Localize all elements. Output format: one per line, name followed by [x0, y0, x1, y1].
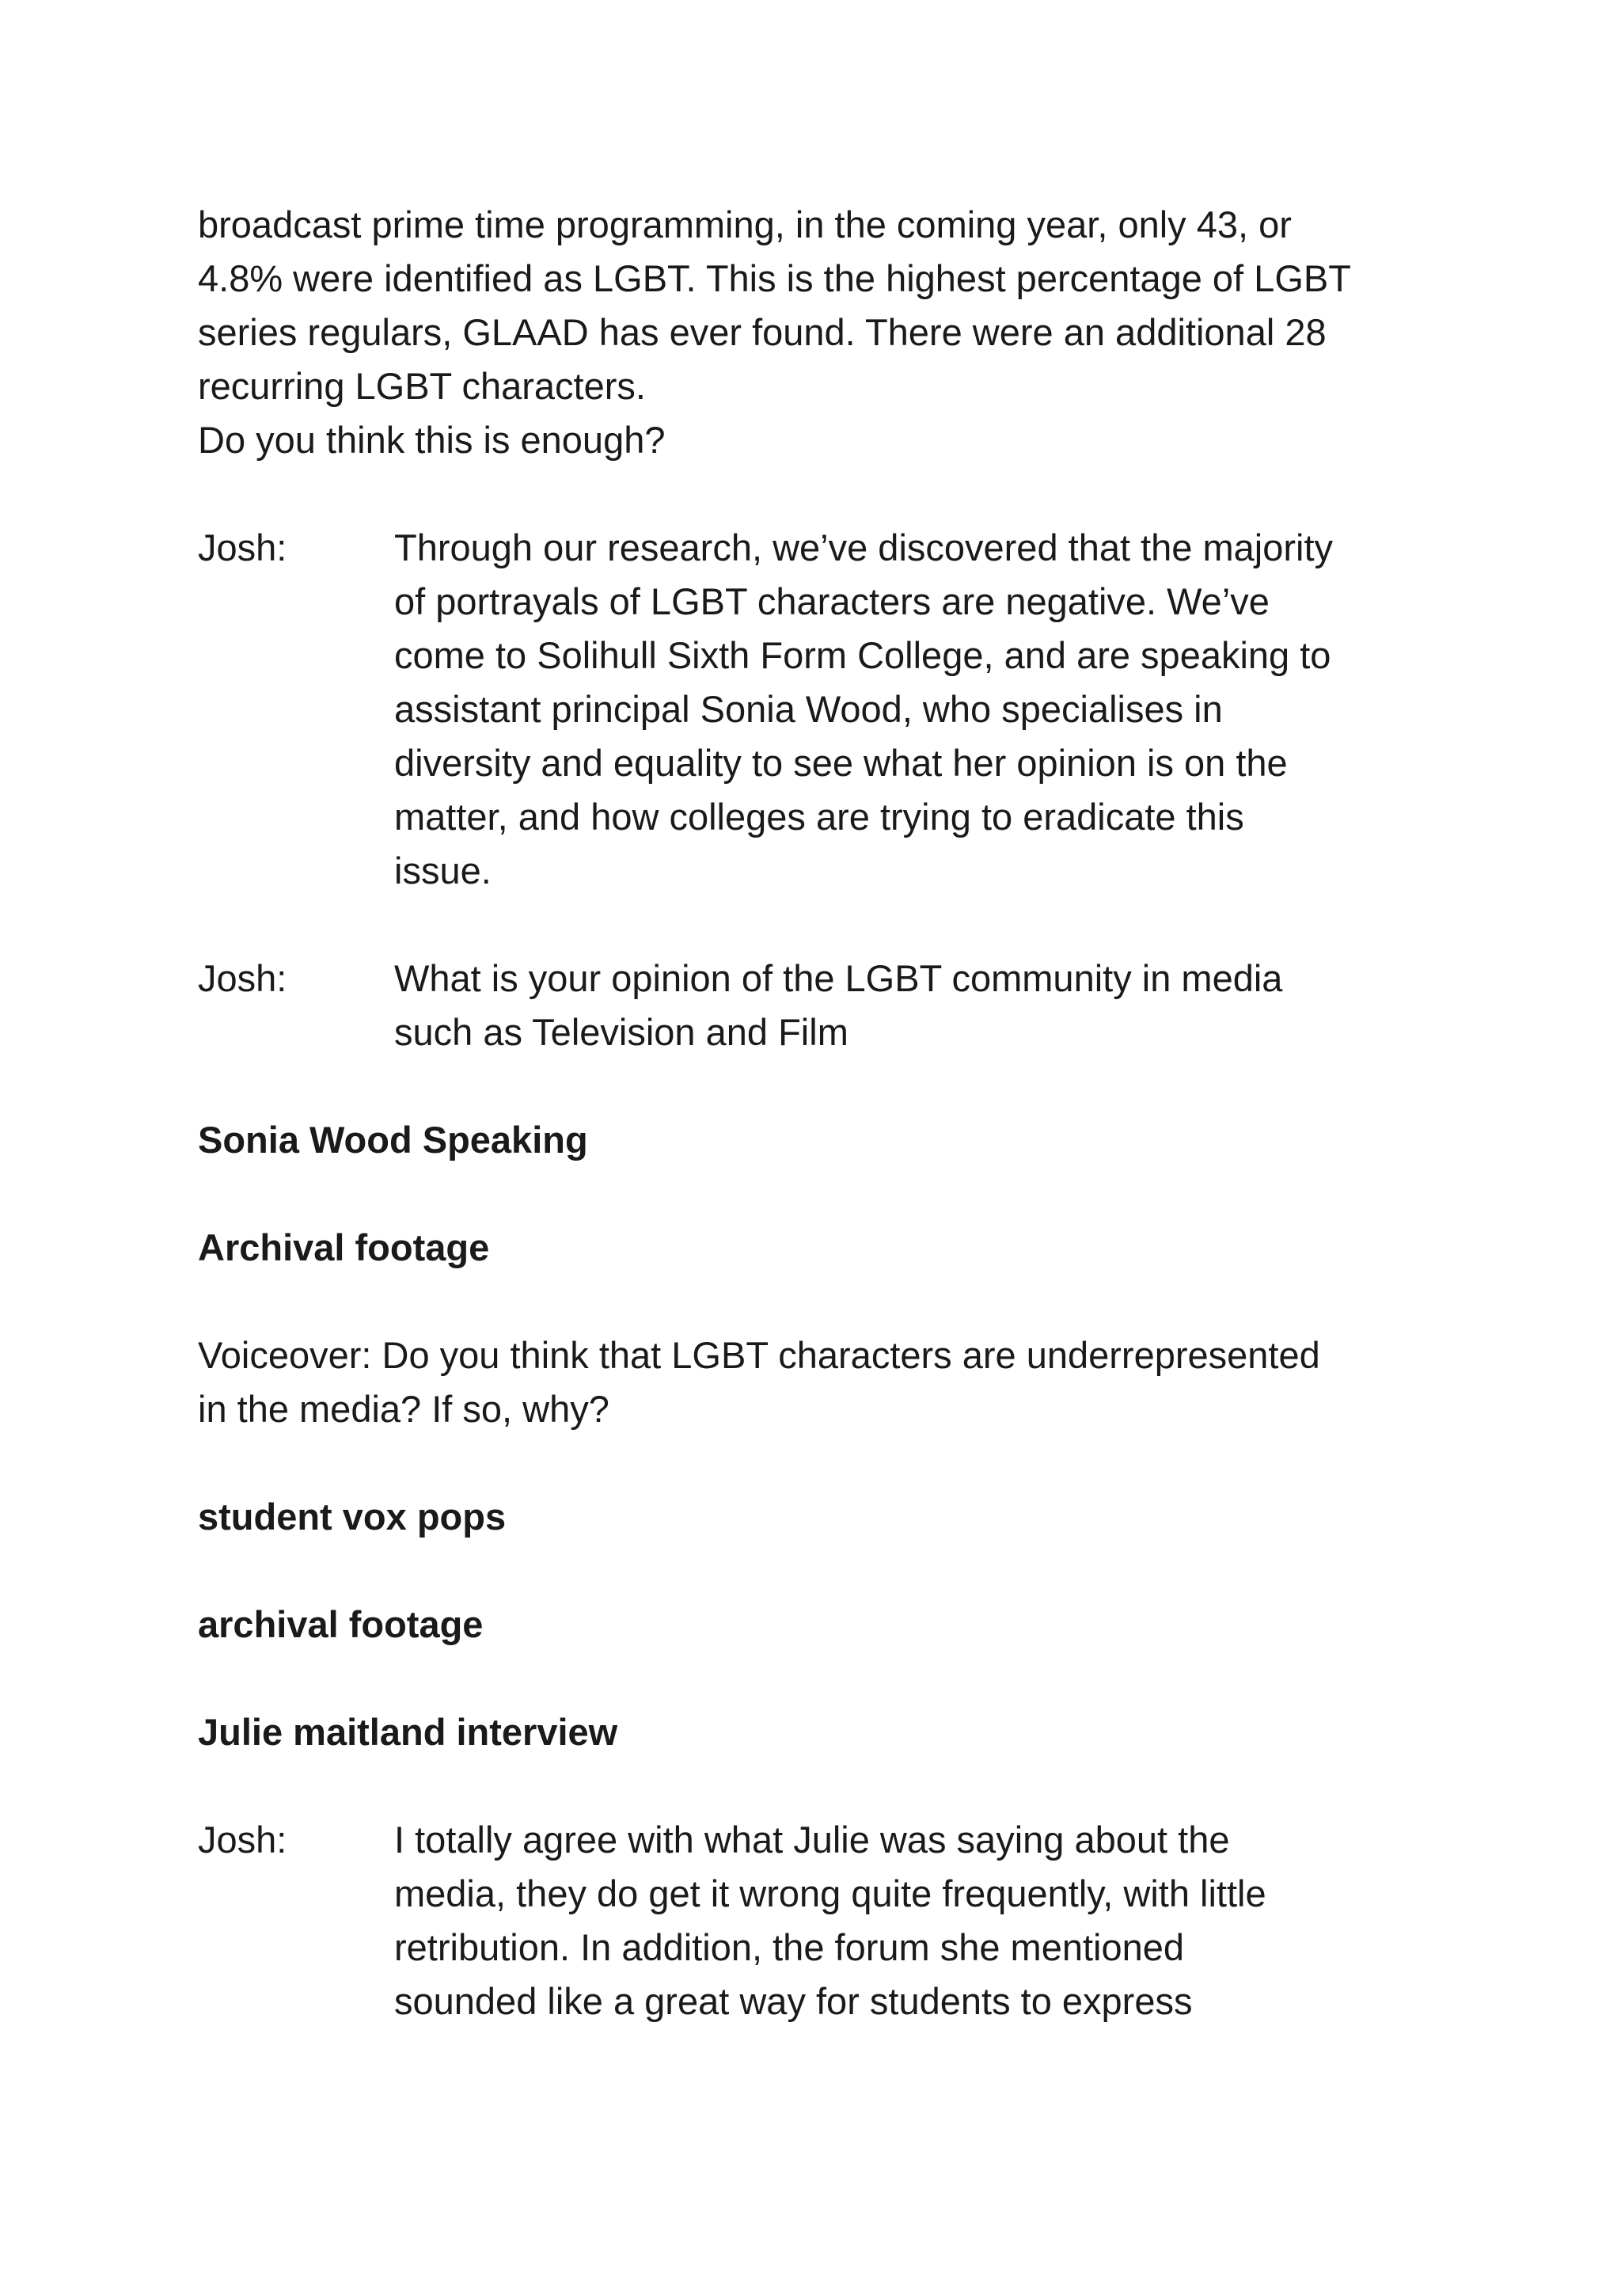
intro-line: recurring LGBT characters.	[198, 365, 646, 407]
speech-text	[394, 521, 1417, 898]
speech-text	[394, 952, 1417, 1059]
voiceover-line: in the media? If so, why?	[198, 1388, 609, 1430]
script-body	[198, 198, 1417, 2028]
speech-text	[394, 1813, 1417, 2028]
spacer	[198, 898, 1417, 952]
speech-line: I totally agree with what Julie was saying about the	[394, 1819, 1230, 1861]
spacer	[198, 1544, 1417, 1598]
speech-line: retribution. In addition, the forum she mentioned	[394, 1926, 1185, 1968]
speech-line: of portrayals of LGBT characters are negative. We’ve	[394, 580, 1270, 622]
speaker-label: Josh:	[198, 526, 287, 568]
intro-line: broadcast prime time programming, in the coming year, only 43, or	[198, 203, 1292, 245]
speech-line: assistant principal Sonia Wood, who specialises in	[394, 688, 1223, 730]
dialogue-block	[198, 952, 1417, 1059]
intro-line: series regulars, GLAAD has ever found. There were an additional 28	[198, 311, 1327, 353]
speech-line: diversity and equality to see what her opinion is on the	[394, 742, 1288, 784]
speech-line: come to Solihull Sixth Form College, and are speaking to	[394, 634, 1331, 676]
spacer	[198, 1759, 1417, 1813]
speaker-label: Josh:	[198, 957, 287, 999]
intro-paragraph	[198, 198, 1417, 467]
speech-line: issue.	[394, 850, 492, 891]
cue-heading-archival: Archival footage	[198, 1226, 490, 1268]
speech-line: sounded like a great way for students to express	[394, 1980, 1193, 2022]
dialogue-block	[198, 1813, 1417, 2028]
cue-heading-archival: archival footage	[198, 1603, 484, 1645]
cue-heading-julie: Julie maitland interview	[198, 1711, 618, 1753]
intro-question: Do you think this is enough?	[198, 419, 666, 461]
cue-heading-vox-pops: student vox pops	[198, 1496, 507, 1538]
speech-line: such as Television and Film	[394, 1011, 848, 1053]
spacer	[198, 467, 1417, 521]
speech-line: matter, and how colleges are trying to eradicate this	[394, 796, 1244, 838]
voiceover-paragraph	[198, 1329, 1417, 1436]
spacer	[198, 1275, 1417, 1329]
intro-line: 4.8% were identified as LGBT. This is the highest percentage of LGBT	[198, 257, 1351, 299]
spacer	[198, 1167, 1417, 1221]
speech-line: media, they do get it wrong quite frequently, with little	[394, 1872, 1266, 1914]
voiceover-line: Voiceover: Do you think that LGBT characters are underrepresented	[198, 1334, 1320, 1376]
cue-heading-sonia: Sonia Wood Speaking	[198, 1119, 588, 1161]
speech-line: Through our research, we’ve discovered that the majority	[394, 526, 1334, 568]
spacer	[198, 1059, 1417, 1113]
speaker-label: Josh:	[198, 1819, 287, 1861]
dialogue-block	[198, 521, 1417, 898]
spacer	[198, 1652, 1417, 1705]
speech-line: What is your opinion of the LGBT community in media	[394, 957, 1283, 999]
spacer	[198, 1436, 1417, 1490]
